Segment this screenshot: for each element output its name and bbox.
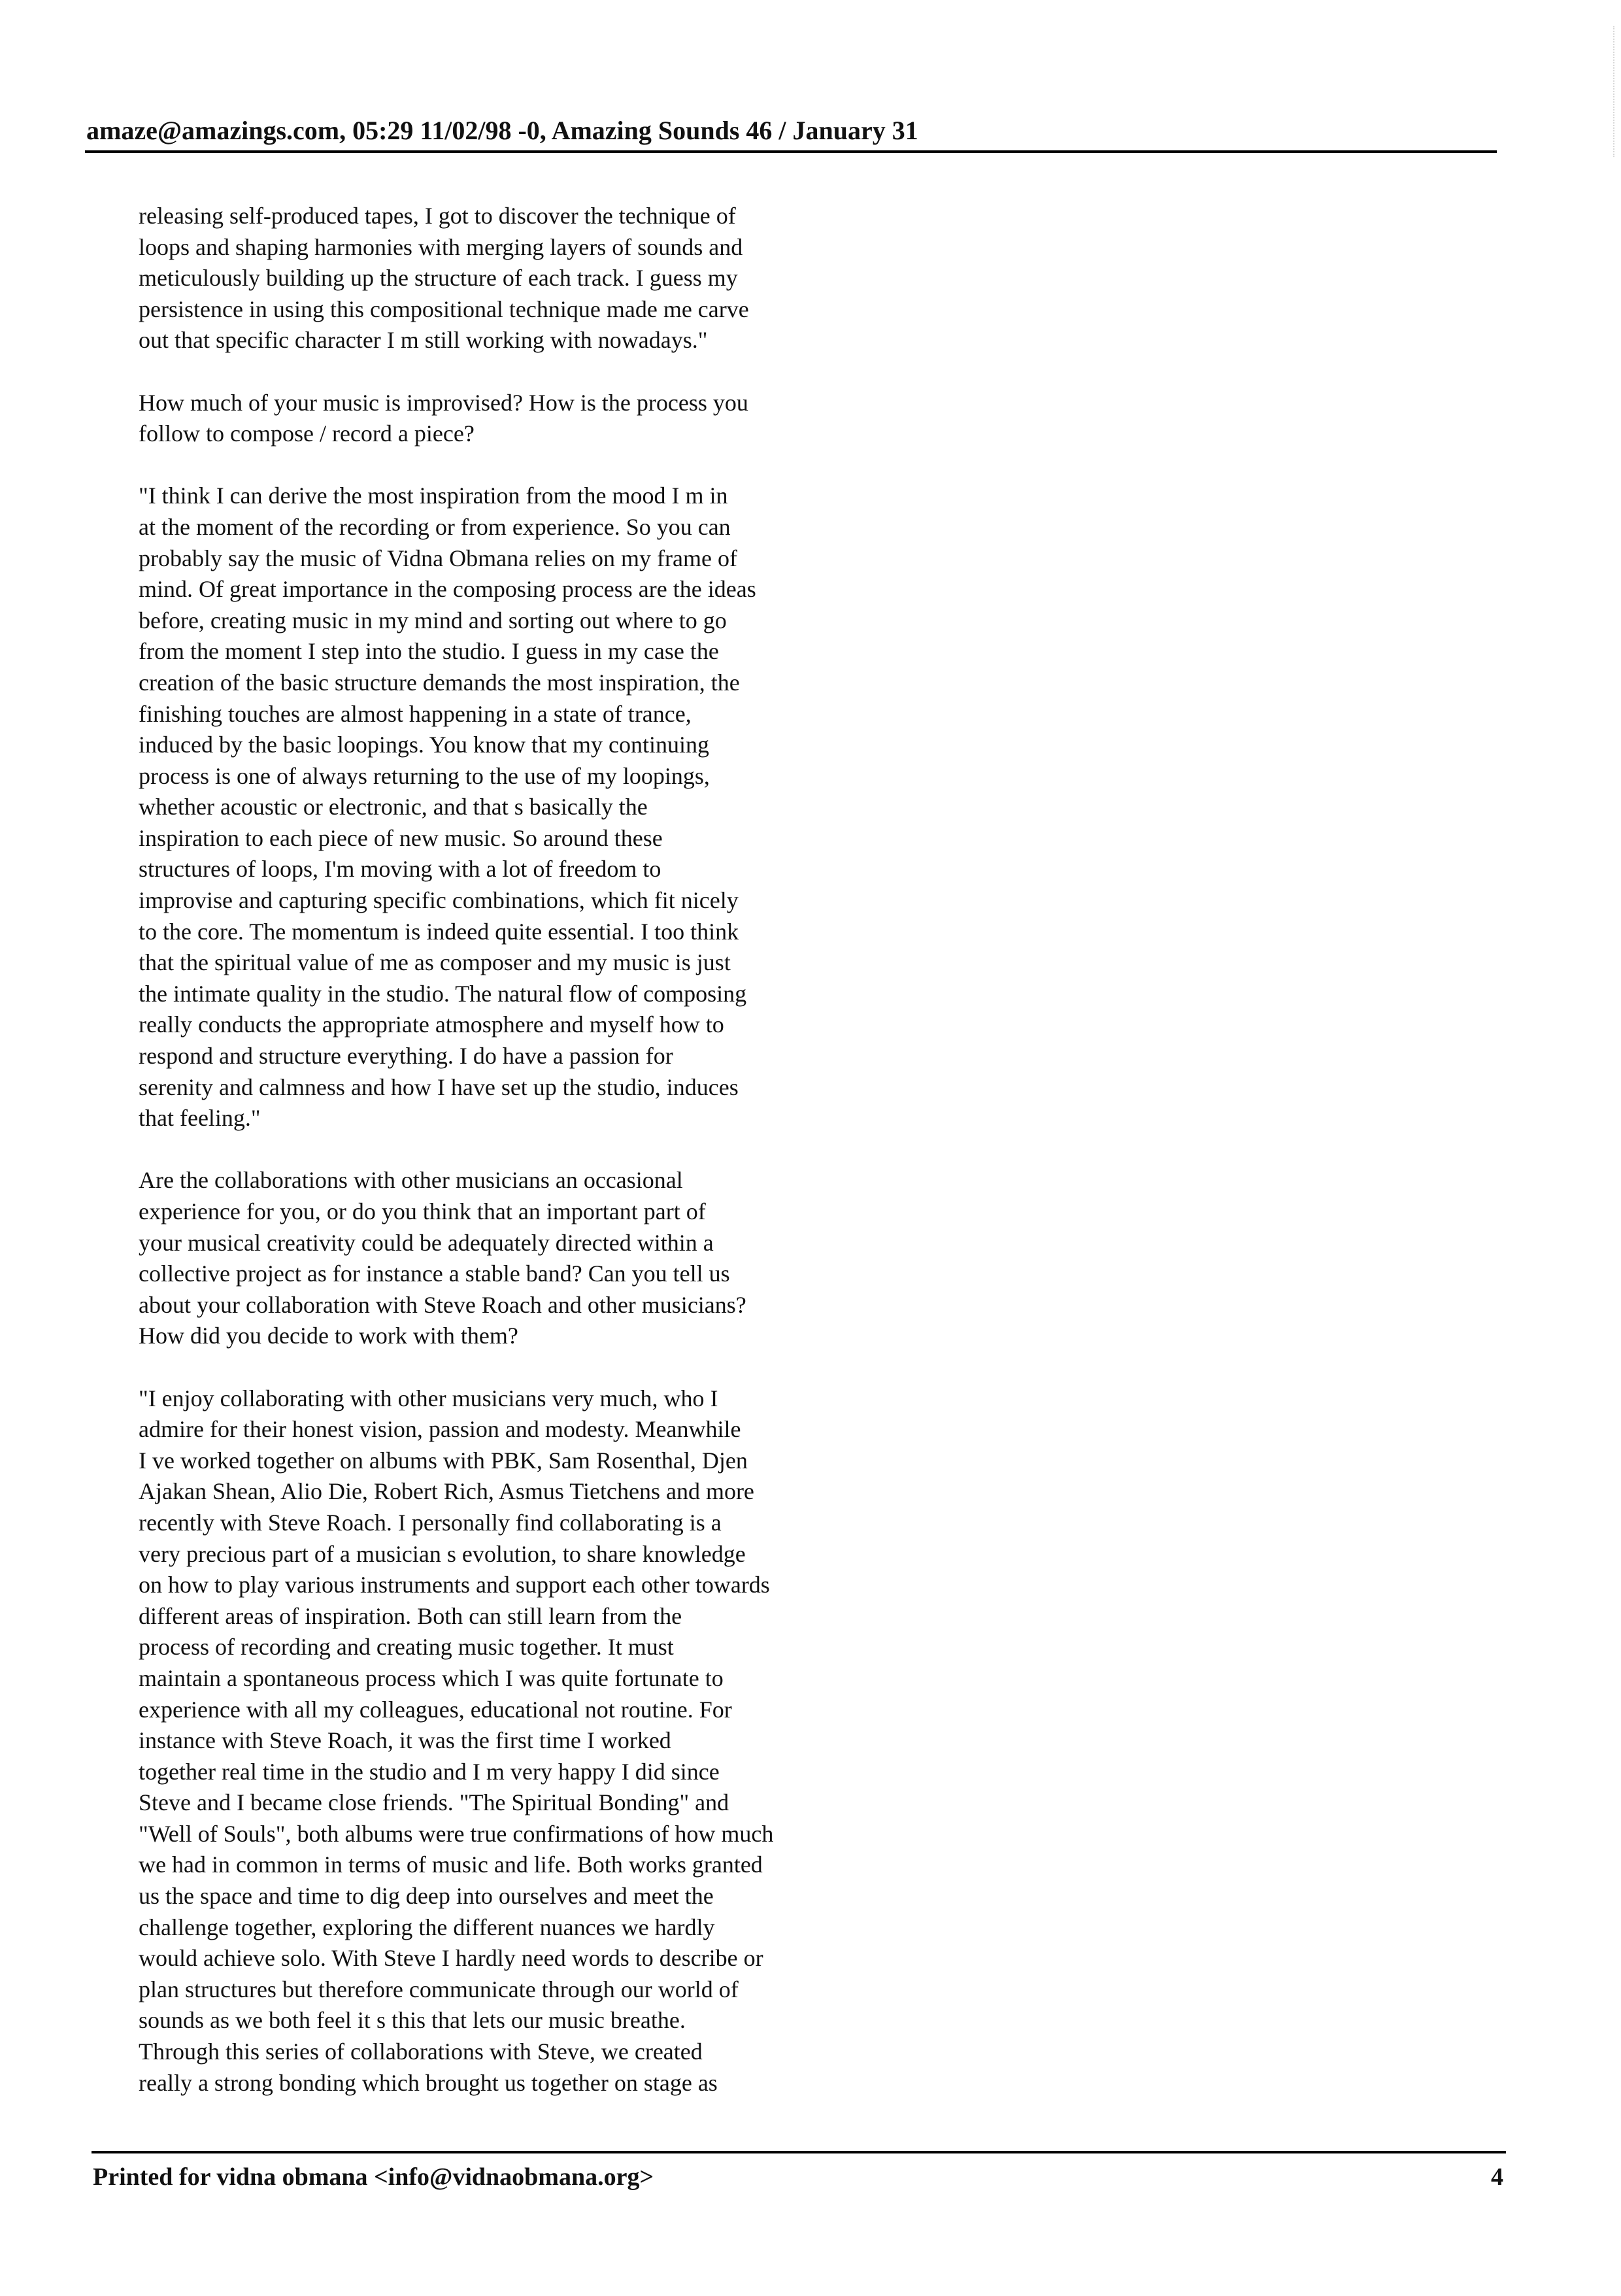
text-line: plan structures but therefore communicate through our world of bbox=[139, 1976, 739, 2002]
text-line: respond and structure everything. I do have a passion for bbox=[139, 1043, 673, 1070]
text-line: really conducts the appropriate atmosphere and myself how to bbox=[139, 1011, 724, 1038]
text-line: How much of your music is improvised? How is the process you bbox=[139, 389, 748, 416]
text-line: to the core. The momentum is indeed quite essential. I too think bbox=[139, 918, 739, 945]
text-line: about your collaboration with Steve Roach and other musicians? bbox=[139, 1291, 746, 1318]
text-line: process of recording and creating music together. It must bbox=[139, 1634, 674, 1661]
text-line: sounds as we both feel it s this that lets our music breathe. bbox=[139, 2007, 686, 2034]
paragraph bbox=[139, 1165, 923, 1352]
text-line: very precious part of a musician s evolution, to share knowledge bbox=[139, 1540, 746, 1567]
paragraph bbox=[139, 388, 923, 450]
text-line: follow to compose / record a piece? bbox=[139, 420, 475, 447]
text-line: the intimate quality in the studio. The natural flow of composing bbox=[139, 980, 747, 1007]
paragraph bbox=[139, 201, 923, 356]
text-line: persistence in using this compositional technique made me carve bbox=[139, 295, 749, 322]
text-line: recently with Steve Roach. I personally find collaborating is a bbox=[139, 1509, 722, 1536]
margin-mark bbox=[1613, 26, 1617, 157]
text-line: improvise and capturing specific combinations, which fit nicely bbox=[139, 887, 739, 914]
text-line: experience with all my colleagues, educational not routine. For bbox=[139, 1696, 732, 1723]
text-line: maintain a spontaneous process which I was quite fortunate to bbox=[139, 1664, 724, 1691]
text-line: induced by the basic loopings. You know that my continuing bbox=[139, 732, 709, 758]
text-line: releasing self-produced tapes, I got to discover the technique of bbox=[139, 203, 736, 229]
text-line: from the moment I step into the studio. I guess in my case the bbox=[139, 638, 719, 665]
text-line: "I think I can derive the most inspiration from the mood I m in bbox=[139, 482, 728, 509]
text-line: us the space and time to dig deep into ourselves and meet the bbox=[139, 1883, 714, 1910]
text-line: "I enjoy collaborating with other musicians very much, who I bbox=[139, 1385, 718, 1411]
text-line: creation of the basic structure demands the most inspiration, the bbox=[139, 669, 740, 696]
body-text bbox=[139, 201, 923, 2130]
text-line: different areas of inspiration. Both can still learn from the bbox=[139, 1602, 682, 1629]
text-line: on how to play various instruments and support each other towards bbox=[139, 1572, 770, 1598]
paragraph bbox=[139, 1383, 923, 2099]
text-line: I ve worked together on albums with PBK, Sam Rosenthal, Djen bbox=[139, 1447, 748, 1474]
text-line: probably say the music of Vidna Obmana relies on my frame of bbox=[139, 545, 737, 571]
text-line: your musical creativity could be adequately directed within a bbox=[139, 1229, 714, 1256]
text-line: inspiration to each piece of new music. So around these bbox=[139, 824, 663, 851]
text-line: admire for their honest vision, passion and modesty. Meanwhile bbox=[139, 1416, 741, 1443]
page-header bbox=[85, 112, 1497, 153]
text-line: process is one of always returning to the use of my loopings, bbox=[139, 762, 710, 789]
header-text: amaze@amazings.com, 05:29 11/02/98 -0, Amazing Sounds 46 / January 31 bbox=[86, 116, 918, 145]
text-line: finishing touches are almost happening in a state of trance, bbox=[139, 700, 692, 727]
paragraph bbox=[139, 481, 923, 1134]
text-line: Ajakan Shean, Alio Die, Robert Rich, Asmus Tietchens and more bbox=[139, 1478, 754, 1505]
text-line: structures of loops, I'm moving with a lot of freedom to bbox=[139, 856, 661, 883]
text-line: really a strong bonding which brought us together on stage as bbox=[139, 2069, 718, 2096]
text-line: together real time in the studio and I m very happy I did since bbox=[139, 1758, 720, 1785]
text-line: that feeling." bbox=[139, 1105, 261, 1132]
page-number: 4 bbox=[1491, 2163, 1503, 2191]
text-line: collective project as for instance a stable band? Can you tell us bbox=[139, 1260, 730, 1287]
text-line: instance with Steve Roach, it was the first time I worked bbox=[139, 1727, 671, 1754]
text-line: that the spiritual value of me as composer and my music is just bbox=[139, 949, 731, 976]
text-line: loops and shaping harmonies with merging layers of sounds and bbox=[139, 233, 743, 260]
text-line: mind. Of great importance in the composing process are the ideas bbox=[139, 576, 756, 603]
text-line: serenity and calmness and how I have set up the studio, induces bbox=[139, 1073, 739, 1100]
text-line: Are the collaborations with other musicians an occasional bbox=[139, 1167, 683, 1194]
text-line: whether acoustic or electronic, and that s basically the bbox=[139, 794, 648, 820]
text-line: "Well of Souls", both albums were true confirmations of how much bbox=[139, 1820, 774, 1847]
text-line: would achieve solo. With Steve I hardly need words to describe or bbox=[139, 1945, 763, 1972]
text-line: before, creating music in my mind and sorting out where to go bbox=[139, 607, 727, 633]
text-line: we had in common in terms of music and life. Both works granted bbox=[139, 1851, 763, 1878]
page-footer bbox=[92, 2151, 1506, 2197]
text-line: experience for you, or do you think that an important part of bbox=[139, 1198, 706, 1224]
text-line: challenge together, exploring the different nuances we hardly bbox=[139, 1914, 715, 1940]
text-line: Through this series of collaborations with Steve, we created bbox=[139, 2038, 703, 2065]
text-line: Steve and I became close friends. "The Spiritual Bonding" and bbox=[139, 1789, 729, 1816]
text-line: How did you decide to work with them? bbox=[139, 1323, 518, 1349]
text-line: out that specific character I m still working with nowadays." bbox=[139, 327, 708, 354]
text-line: at the moment of the recording or from experience. So you can bbox=[139, 513, 731, 540]
text-line: meticulously building up the structure of each track. I guess my bbox=[139, 265, 738, 292]
footer-printed-for: Printed for vidna obmana <info@vidnaobmana.org> bbox=[93, 2163, 654, 2191]
